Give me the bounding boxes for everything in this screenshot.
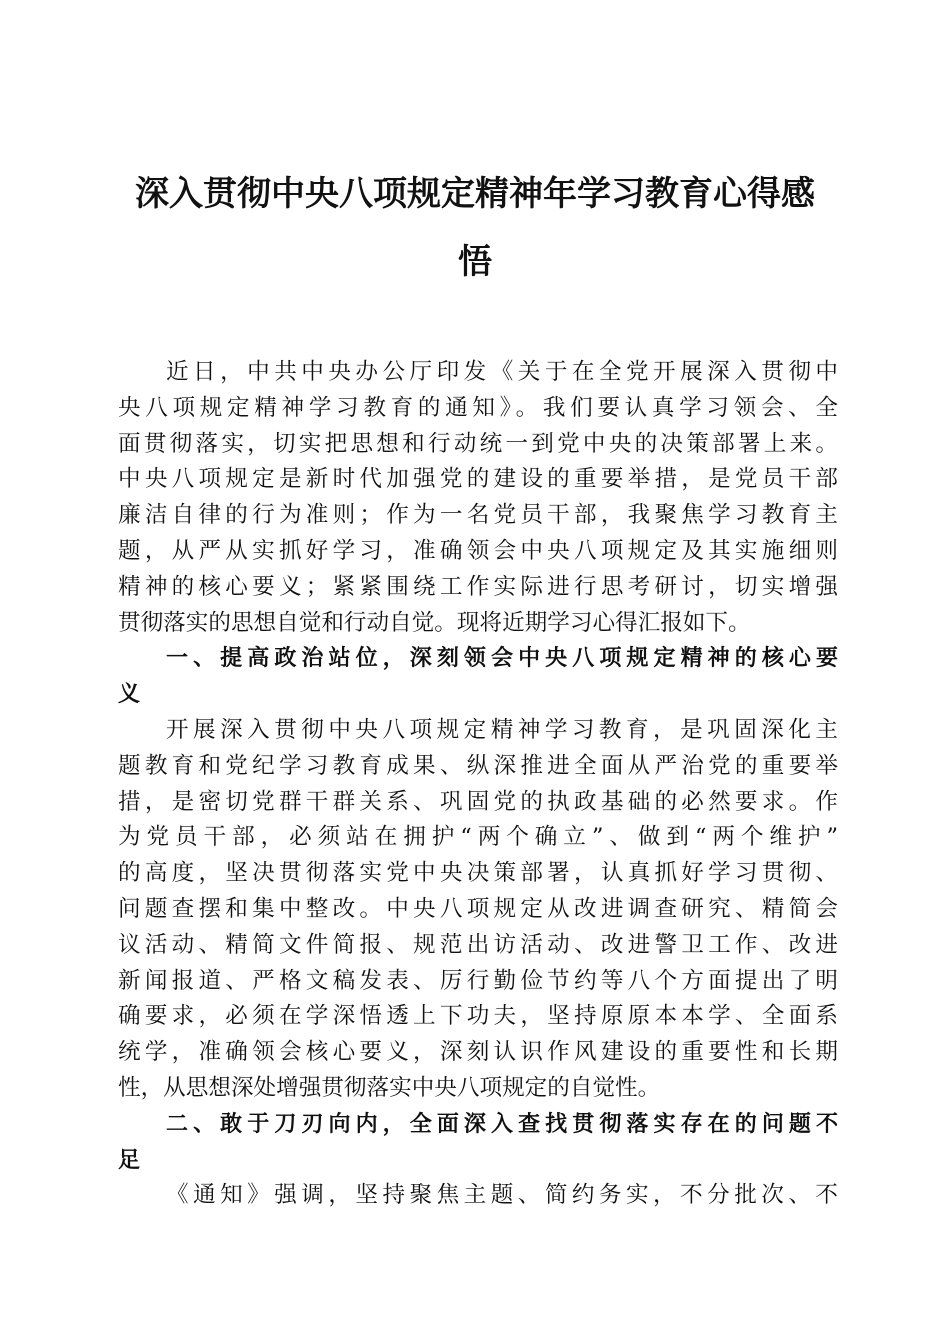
paragraph-1-line-2: 央八项规定精神学习教育的通知》。我们要认真学习领会、全 [118,394,838,421]
paragraph-2-line-10: 统学，准确领会核心要义，深刻认识作风建设的重要性和长期 [118,1039,838,1066]
paragraph-2-line-7: 议活动、精简文件简报、规范出访活动、改进警卫工作、改进 [118,931,838,958]
paragraph-2-line-8: 新闻报道、严格文稿发表、厉行勤俭节约等八个方面提出了明 [118,967,838,994]
paragraph-1-line-3: 面贯彻落实，切实把思想和行动统一到党中央的决策部署上来。 [118,430,838,457]
paragraph-2-line-3: 措，是密切党群干群关系、巩固党的执政基础的必然要求。作 [118,788,838,815]
document-title-line-1: 深入贯彻中央八项规定精神年学习教育心得感 [135,174,815,214]
paragraph-2-line-4: 为党员干部，必须站在拥护“两个确立”、做到“两个维护” [118,824,838,851]
paragraph-2-line-1: 开展深入贯彻中央八项规定精神学习教育，是巩固深化主 [166,716,838,743]
section-heading-2-line-1: 二、敢于刀刃向内，全面深入查找贯彻落实存在的问题不 [166,1111,838,1137]
paragraph-1-line-1: 近日，中共中央办公厅印发《关于在全党开展深入贯彻中 [166,359,838,385]
section-heading-1-line-1: 一、提高政治站位，深刻领会中央八项规定精神的核心要 [166,646,838,672]
paragraph-1-line-5: 廉洁自律的行为准则；作为一名党员干部，我聚焦学习教育主 [118,502,838,529]
section-heading-1-line-2: 义 [118,682,141,708]
paragraph-1-line-7: 精神的核心要义；紧紧围绕工作实际进行思考研讨，切实增强 [118,573,838,600]
paragraph-2-line-6: 问题查摆和集中整改。中央八项规定从改进调查研究、精简会 [118,895,838,922]
paragraph-2-line-5: 的高度，坚决贯彻落实党中央决策部署，认真抓好学习贯彻、 [118,860,838,887]
paragraph-1-line-8: 贯彻落实的思想自觉和行动自觉。现将近期学习心得汇报如下。 [118,609,751,636]
paragraph-2-line-2: 题教育和党纪学习教育成果、纵深推进全面从严治党的重要举 [118,752,838,779]
paragraph-3-line-1: 《通知》强调，坚持聚焦主题、简约务实，不分批次、不 [166,1182,838,1209]
paragraph-1-line-6: 题，从严从实抓好学习，准确领会中央八项规定及其实施细则 [118,537,838,564]
paragraph-2-line-11: 性，从思想深处增强贯彻落实中央八项规定的自觉性。 [118,1074,661,1101]
document-title-line-2: 悟 [458,242,492,282]
paragraph-1-line-4: 中央八项规定是新时代加强党的建设的重要举措，是党员干部 [118,466,838,493]
document-body [118,355,838,1214]
paragraph-2-line-9: 确要求，必须在学深悟透上下功夫，坚持原原本本学、全面系 [118,1003,838,1030]
section-heading-2-line-2: 足 [118,1147,141,1173]
